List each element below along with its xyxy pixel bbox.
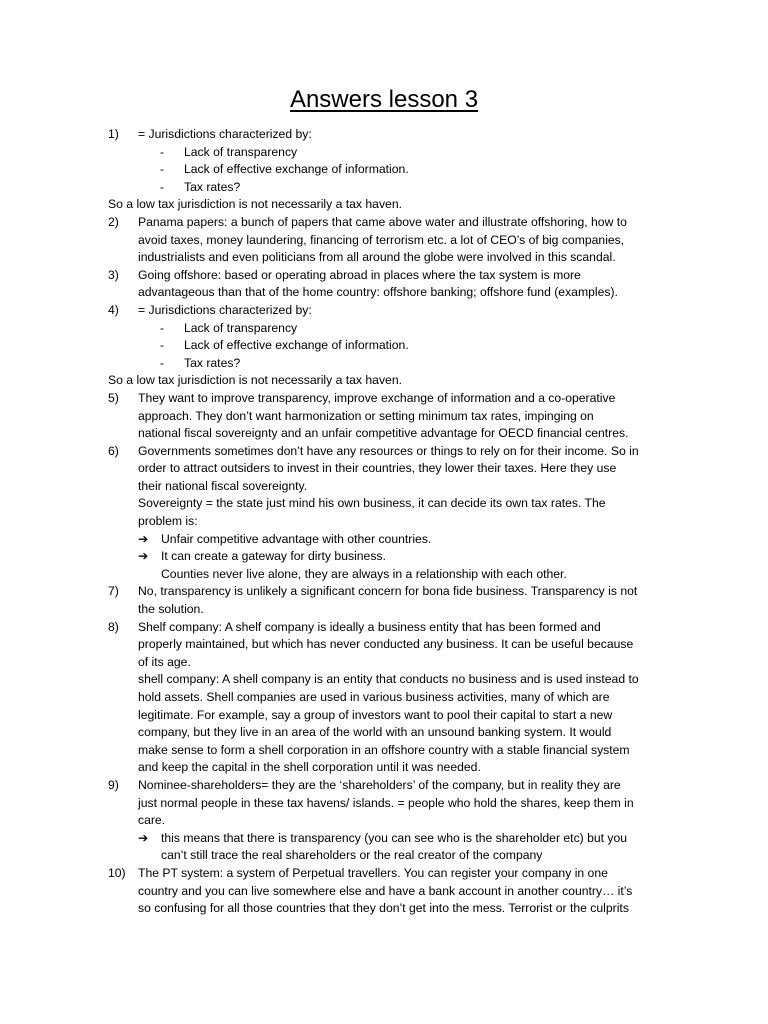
text-line: It can create a gateway for dirty business. bbox=[161, 549, 386, 564]
text-line: hold assets. Shell companies are used in various business activities, many of which are bbox=[138, 690, 610, 704]
item-number: 6) bbox=[108, 443, 119, 458]
text-line: just normal people in these tax havens/ islands. = people who hold the shares, keep them in bbox=[138, 795, 634, 810]
bullet-item bbox=[108, 161, 678, 179]
dash-bullet: - bbox=[160, 144, 165, 159]
text-line: and keep the capital in the shell corporation until it was needed. bbox=[138, 760, 481, 775]
text-line: Lack of effective exchange of information. bbox=[184, 162, 409, 177]
item-number: 1) bbox=[108, 127, 119, 141]
item-number: 10) bbox=[108, 865, 126, 880]
text-line: Lack of transparency bbox=[184, 144, 298, 159]
text-line: of its age. bbox=[138, 654, 191, 669]
text-line: Governments sometimes don’t have any resources or things to rely on for their income. So in bbox=[138, 443, 639, 458]
text-line: shell company: A shell company is an entity that conducts no business and is used instead to bbox=[138, 672, 639, 687]
text-line: Panama papers: a bunch of papers that came above water and illustrate offshoring, how to bbox=[138, 214, 627, 229]
bullet-item bbox=[108, 179, 678, 197]
text-line: company, but they live in an area of the world with an unsound banking system. It would bbox=[138, 725, 612, 740]
text-line: legitimate. For example, say a group of investors want to pool their capital to start a new bbox=[138, 707, 613, 722]
text-line: this means that there is transparency (you can see who is the shareholder etc) but you bbox=[161, 830, 628, 845]
text-line: care. bbox=[138, 813, 166, 828]
text-line: avoid taxes, money laundering, financing of terrorism etc. a lot of CEO’s of big companies, bbox=[138, 232, 625, 247]
bullet-item bbox=[108, 144, 678, 162]
text-line: Lack of transparency bbox=[184, 320, 298, 335]
answers-body bbox=[108, 126, 678, 918]
text-line: properly maintained, but which has never conducted any business. It can be useful because bbox=[138, 637, 634, 652]
text-line: Unfair competitive advantage with other countries. bbox=[161, 531, 432, 546]
answer-9 bbox=[108, 777, 678, 795]
bullet-item bbox=[108, 337, 678, 355]
item-number: 5) bbox=[108, 390, 119, 405]
answer-1 bbox=[108, 126, 678, 144]
dash-bullet: - bbox=[160, 320, 165, 335]
arrow-item bbox=[108, 548, 678, 566]
bullet-item bbox=[108, 355, 678, 373]
answer-2 bbox=[108, 214, 678, 232]
text-line: Sovereignty = the state just mind his own business, it can decide its own tax rates. The bbox=[138, 496, 606, 511]
item-number: 2) bbox=[108, 214, 119, 229]
item-number: 3) bbox=[108, 267, 119, 282]
text-line: advantageous than that of the home country: offshore banking; offshore fund (examples). bbox=[138, 285, 618, 300]
answer-7 bbox=[108, 583, 678, 601]
item-number: 4) bbox=[108, 302, 119, 317]
answer-5 bbox=[108, 390, 678, 408]
text-line: order to attract outsiders to invest in their countries, they lower their taxes. Here they use bbox=[138, 461, 617, 476]
text-line: They want to improve transparency, improve exchange of information and a co-operative bbox=[138, 390, 616, 405]
text-line: make sense to form a shell corporation in an offshore country with a stable financial system bbox=[138, 742, 630, 757]
dash-bullet: - bbox=[160, 162, 165, 177]
arrow-right-icon: ➔ bbox=[138, 549, 149, 564]
text-line: Shelf company: A shelf company is ideally a business entity that has been formed and bbox=[138, 619, 601, 634]
answer-8 bbox=[108, 619, 678, 637]
text-line: national fiscal sovereignty and an unfair competitive advantage for OECD financial centres. bbox=[138, 426, 629, 441]
arrow-item bbox=[108, 830, 678, 848]
item-number: 8) bbox=[108, 619, 119, 634]
bullet-item bbox=[108, 320, 678, 338]
arrow-right-icon: ➔ bbox=[138, 531, 149, 546]
text-line: industrialists and even politicians from all around the globe were involved in this scandal. bbox=[138, 250, 616, 265]
text-line: the solution. bbox=[138, 602, 204, 617]
dash-bullet: - bbox=[160, 355, 165, 370]
text-line: problem is: bbox=[138, 514, 198, 529]
answer-3 bbox=[108, 267, 678, 285]
dash-bullet: - bbox=[160, 179, 165, 194]
text-line: Going offshore: based or operating abroad in places where the tax system is more bbox=[138, 267, 581, 282]
text-line: = Jurisdictions characterized by: bbox=[138, 127, 312, 141]
arrow-right-icon: ➔ bbox=[138, 830, 149, 845]
text-line: Nominee-shareholders= they are the ‘shareholders’ of the company, but in reality they are bbox=[138, 777, 621, 792]
dash-bullet: - bbox=[160, 338, 165, 353]
text-line: So a low tax jurisdiction is not necessarily a tax haven. bbox=[108, 373, 402, 388]
text-line: approach. They don’t want harmonization or setting minimum tax rates, impinging on bbox=[138, 408, 594, 423]
text-line: So a low tax jurisdiction is not necessarily a tax haven. bbox=[108, 197, 402, 212]
text-line: No, transparency is unlikely a significant concern for bona fide business. Transparency is not bbox=[138, 584, 638, 599]
text-line: Tax rates? bbox=[184, 355, 241, 370]
text-line: so confusing for all those countries that they don’t get into the mess. Terrorist or the culprits bbox=[138, 901, 629, 916]
answer-10 bbox=[108, 865, 678, 883]
text-line: Lack of effective exchange of information. bbox=[184, 338, 409, 353]
text-line: Tax rates? bbox=[184, 179, 241, 194]
arrow-item bbox=[108, 531, 678, 549]
text-line: can’t still trace the real shareholders or the real creator of the company bbox=[161, 848, 543, 863]
text-line: country and you can live somewhere else and have a bank account in another country… it’s bbox=[138, 883, 633, 898]
item-number: 9) bbox=[108, 777, 119, 792]
text-line: Counties never live alone, they are always in a relationship with each other. bbox=[161, 566, 567, 581]
text-line: their national fiscal sovereignty. bbox=[138, 478, 308, 493]
item-number: 7) bbox=[108, 584, 119, 599]
answer-4 bbox=[108, 302, 678, 320]
text-line: The PT system: a system of Perpetual travellers. You can register your company in one bbox=[138, 865, 608, 880]
answer-6 bbox=[108, 443, 678, 461]
text-line: = Jurisdictions characterized by: bbox=[138, 302, 312, 317]
page-title: Answers lesson 3 bbox=[289, 86, 479, 113]
